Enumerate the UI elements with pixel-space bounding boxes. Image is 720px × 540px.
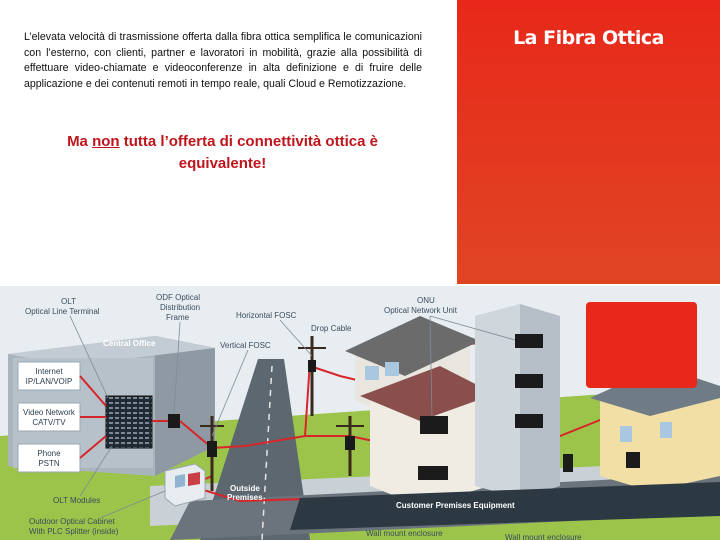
service-internet <box>18 362 80 390</box>
drop-cable-label: Drop Cable <box>311 324 352 333</box>
central-office-label: Central Office <box>103 339 156 348</box>
wall-mount-label-2: Wall mount enclosure <box>505 533 582 540</box>
olt-full-label: Optical Line Terminal <box>25 307 100 316</box>
phone-label: Phone <box>37 449 61 458</box>
panel-title: La Fibra Ottica <box>513 27 664 49</box>
video-label: Video Network <box>23 408 75 417</box>
red-overlay-box <box>586 302 697 388</box>
olt-label: OLT <box>61 297 76 306</box>
odf-label-2: Distribution <box>160 303 201 312</box>
service-phone <box>18 444 80 472</box>
odf-box <box>168 414 180 428</box>
cpe-label: Customer Premises Equipment <box>396 501 515 510</box>
headline <box>30 131 415 175</box>
headline-emphasis: non <box>92 133 120 150</box>
olt-rack <box>106 396 152 448</box>
headline-prefix: Ma <box>67 133 93 150</box>
video-sub-label: CATV/TV <box>32 418 66 427</box>
wall-mount-label-1: Wall mount enclosure <box>366 529 443 538</box>
intro-paragraph: L’elevata velocità di trasmissione offerta dalla fibra ottica semplifica le comunicazioni con l’esterno, con clienti, partner e lavoratori in mobilità, grazie alla possibilità di effettuare video-chiamate e videoconferenze in alta definizione e di fruire delle applicazione e dei contenuti remoti in tempo reale, quali Cloud e Remotizzazione. <box>24 31 422 91</box>
ftth-diagram <box>0 286 720 540</box>
odf-label-3: Frame <box>166 313 190 322</box>
outside-sub-label: Premises <box>227 493 263 502</box>
cabinet-label-1: Outdoor Optical Cabinet <box>29 517 115 526</box>
phone-sub-label: PSTN <box>38 459 60 468</box>
cabinet-label-2: With PLC Splitter (inside) <box>29 527 119 536</box>
outdoor-cabinet <box>165 464 205 506</box>
outside-label: Outside <box>230 484 260 493</box>
onu-full-label: Optical Network Unit <box>384 306 457 315</box>
odf-label-1: ODF Optical <box>156 293 201 302</box>
service-video <box>18 403 80 431</box>
olt-modules-label: OLT Modules <box>53 496 101 505</box>
internet-label: Internet <box>35 367 63 376</box>
headline-suffix: tutta l’offerta di connettività ottica è equivalente! <box>119 133 378 172</box>
horizontal-fosc-label: Horizontal FOSC <box>236 311 297 320</box>
onu-label: ONU <box>417 296 435 305</box>
vertical-fosc-label: Vertical FOSC <box>220 341 271 350</box>
title-panel <box>457 0 720 284</box>
internet-sub-label: IP/LAN/VOIP <box>25 377 73 386</box>
